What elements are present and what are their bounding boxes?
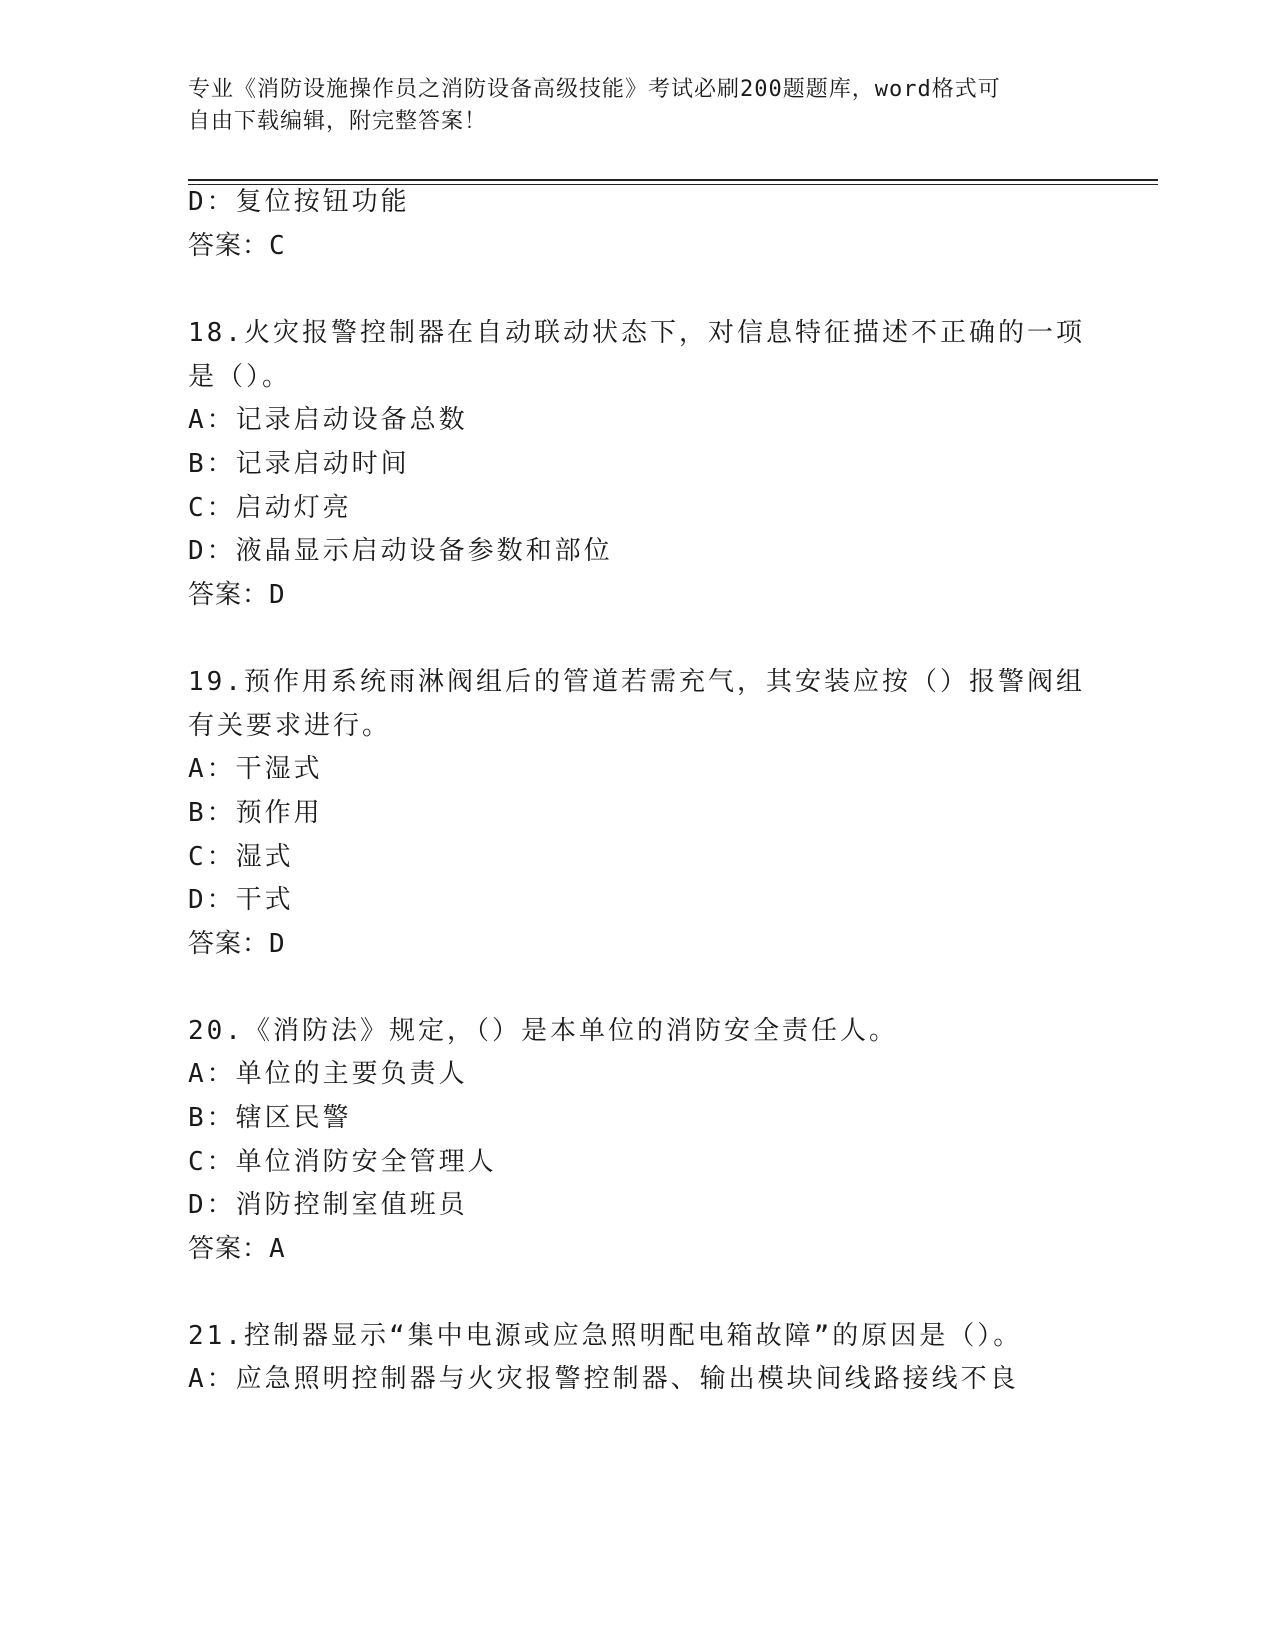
option-line: C：湿式 <box>188 842 294 872</box>
question-line: 18.火灾报警控制器在自动联动状态下，对信息特征描述不正确的一项 <box>188 318 1085 348</box>
question-line: 20.《消防法》规定，（）是本单位的消防安全责任人。 <box>188 1016 898 1046</box>
option-line: D：消防控制室值班员 <box>188 1190 468 1220</box>
answer-line: 答案：C <box>188 231 286 261</box>
option-line: C：启动灯亮 <box>188 493 352 523</box>
option-line: A：干湿式 <box>188 754 323 784</box>
document-header <box>188 74 1088 138</box>
answer-line: 答案：A <box>188 1234 286 1264</box>
question-line: 有关要求进行。 <box>188 711 392 741</box>
option-line: A：单位的主要负责人 <box>188 1059 468 1089</box>
header-rule-thick <box>188 179 1158 181</box>
question-line: 21.控制器显示“集中电源或应急照明配电箱故障”的原因是（）。 <box>188 1321 1023 1351</box>
header-line-1: 专业《消防设施操作员之消防设备高级技能》考试必刷200题题库，word格式可 <box>188 77 1001 102</box>
question-line: 是（）。 <box>188 362 292 392</box>
answer-line: 答案：D <box>188 580 286 610</box>
answer-line: 答案：D <box>188 929 286 959</box>
header-line-2: 自由下载编辑，附完整答案！ <box>188 109 488 134</box>
option-line: D：复位按钮功能 <box>188 187 410 217</box>
option-line: D：液晶显示启动设备参数和部位 <box>188 536 613 566</box>
option-line: B：记录启动时间 <box>188 449 410 479</box>
option-line: A：应急照明控制器与火灾报警控制器、输出模块间线路接线不良 <box>188 1364 1019 1394</box>
option-line: D：干式 <box>188 885 294 915</box>
question-line: 19.预作用系统雨淋阀组后的管道若需充气，其安装应按（）报警阀组 <box>188 667 1085 697</box>
option-line: A：记录启动设备总数 <box>188 405 468 435</box>
option-line: B：辖区民警 <box>188 1103 352 1133</box>
option-line: C：单位消防安全管理人 <box>188 1147 497 1177</box>
option-line: B：预作用 <box>188 798 323 828</box>
